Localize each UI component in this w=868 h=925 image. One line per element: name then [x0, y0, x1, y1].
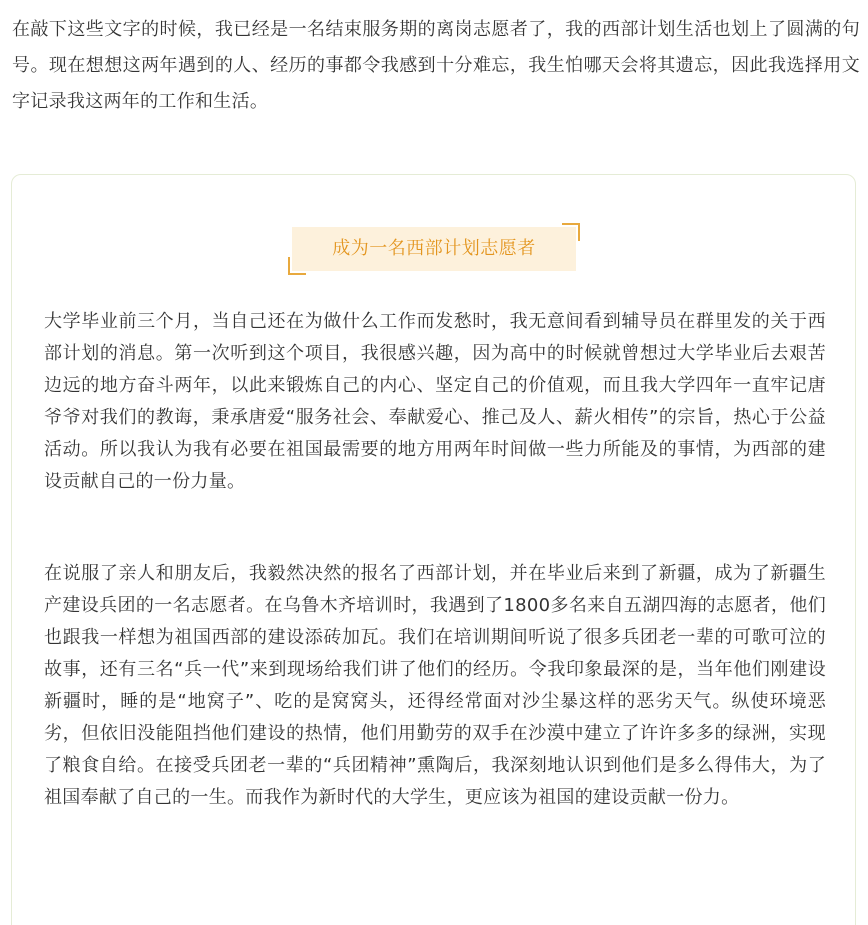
body-paragraph-1: 大学毕业前三个月，当自己还在为做什么工作而发愁时，我无意间看到辅导员在群里发的关于西部计划的消息。第一次听到这个项目，我很感兴趣，因为高中的时候就曾想过大学毕业后去艰苦边远的地方奋斗两年，以此来锻炼自己的内心、坚定自己的价值观，而且我大学四年一直牢记唐爷爷对我们的教诲，秉承唐爱“服务社会、奉献爱心、推己及人、薪火相传”的宗旨，热心于公益活动。所以我认为我有必要在祖国最需要的地方用两年时间做一些力所能及的事情，为西部的建设贡献自己的一份力量。 — [44, 311, 826, 492]
intro-paragraph: 在敲下这些文字的时候，我已经是一名结束服务期的离岗志愿者了，我的西部计划生活也划上了圆满的句号。现在想想这两年遇到的人、经历的事都令我感到十分难忘，我生怕哪天会将其遗忘，因此我选择用文字记录我这两年的工作和生活。 — [12, 19, 860, 112]
section-title: 成为一名西部计划志愿者 — [332, 238, 536, 259]
body-paragraph-2: 在说服了亲人和朋友后，我毅然决然的报名了西部计划，并在毕业后来到了新疆，成为了新疆生产建设兵团的一名志愿者。在乌鲁木齐培训时，我遇到了1800多名来自五湖四海的志愿者，他们也跟我一样想为祖国西部的建设添砖加瓦。我们在培训期间听说了很多兵团老一辈的可歌可泣的故事，还有三名“兵一代”来到现场给我们讲了他们的经历。令我印象最深的是，当年他们刚建设新疆时，睡的是“地窝子”、吃的是窝窝头，还得经常面对沙尘暴这样的恶劣天气。纵使环境恶劣，但依旧没能阻挡他们建设的热情，他们用勤劳的双手在沙漠中建立了许许多多的绿洲，实现了粮食自给。在接受兵团老一辈的“兵团精神”熏陶后，我深刻地认识到他们是多么得伟大，为了祖国奉献了自己的一生。而我作为新时代的大学生，更应该为祖国的建设贡献一份力。 — [44, 563, 826, 808]
section-title-badge — [292, 227, 576, 271]
